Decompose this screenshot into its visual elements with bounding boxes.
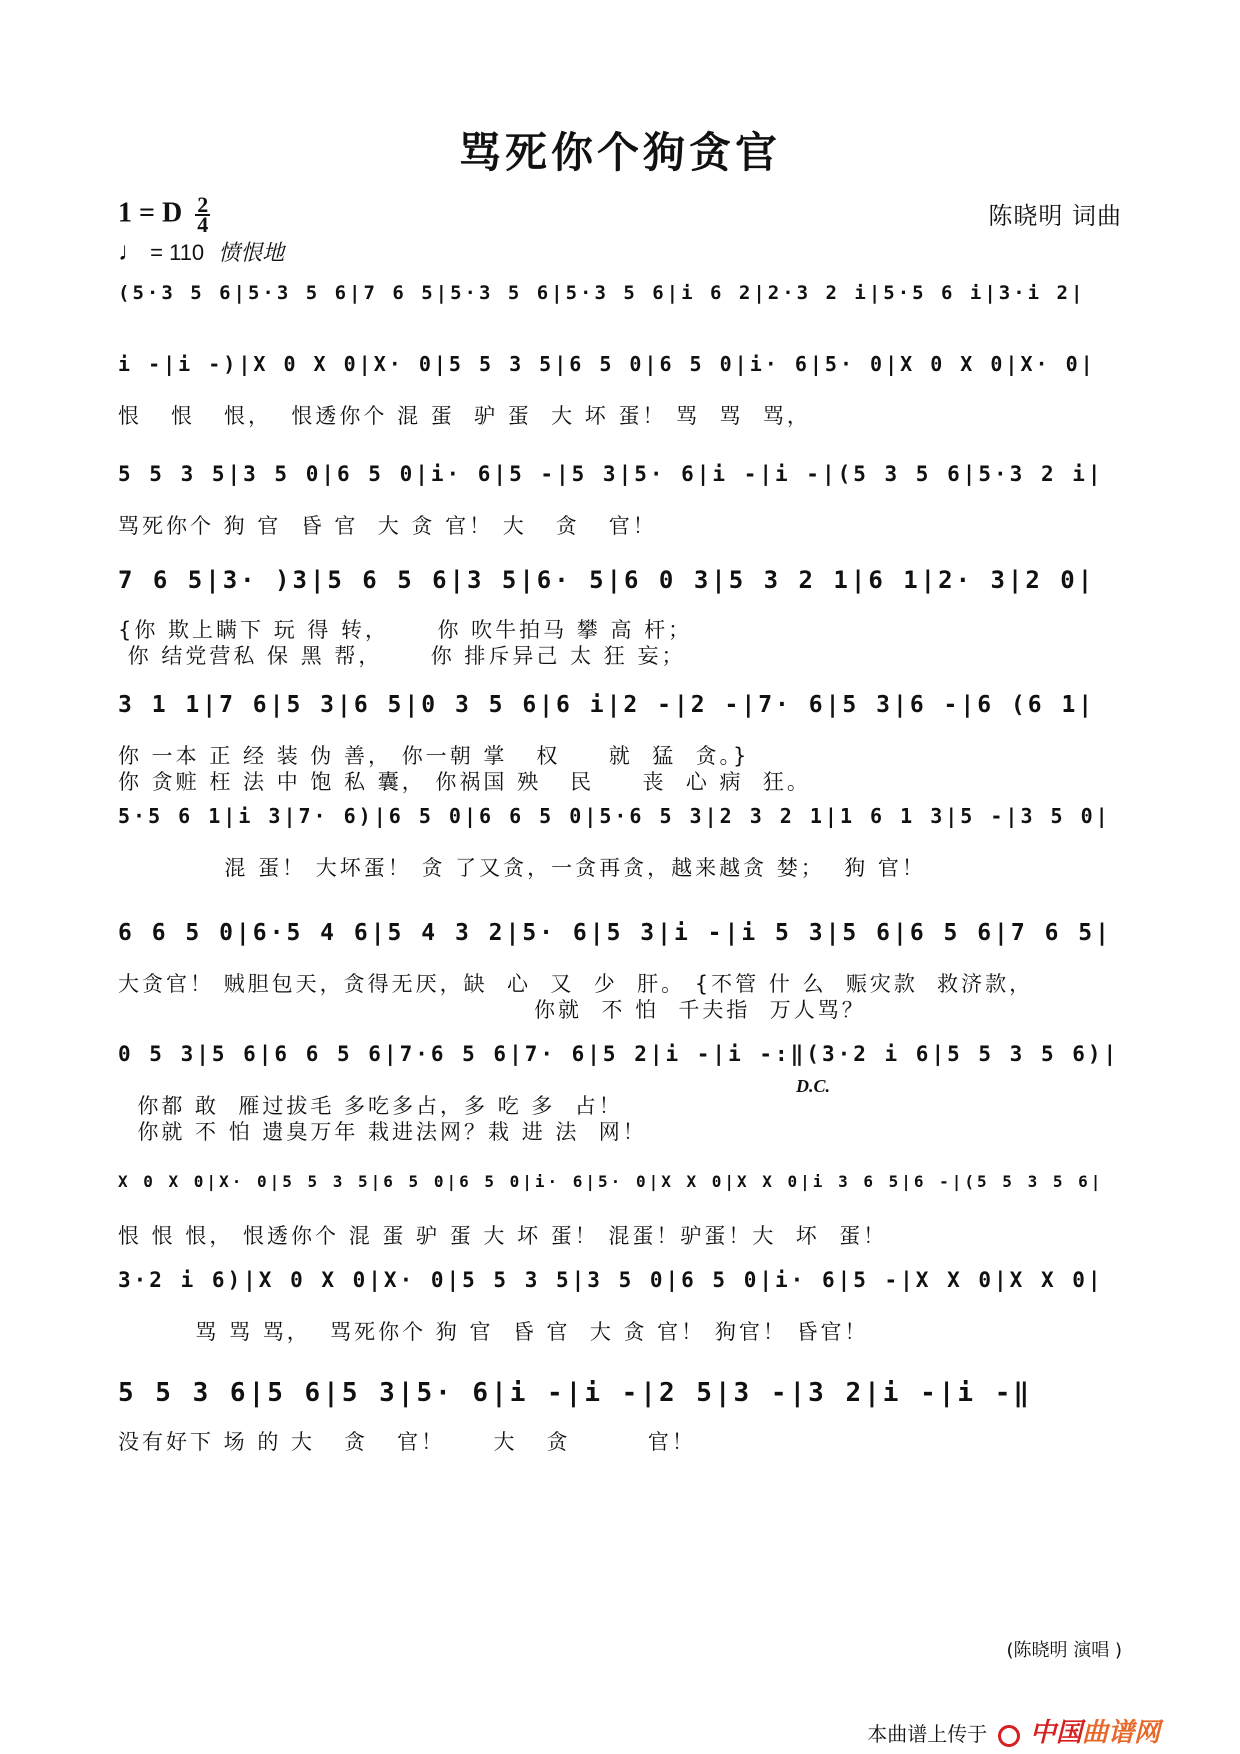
- lyric-row: 你 结党营私 保 黑 帮， 你 排斥异己 太 狂 妄；: [118, 644, 686, 668]
- time-bottom: 4: [197, 212, 209, 237]
- lyric-row: 骂 骂 骂， 骂死你个 狗 官 昏 官 大 贪 官！ 狗官！ 昏官！: [118, 1320, 869, 1344]
- quarter-note-icon: ♩: [118, 236, 144, 266]
- key-label: 1 = D: [118, 197, 183, 229]
- notation-row: i -|i -)|X 0 X 0|X· 0|5 5 3 5|6 5 0|6 5 0|i· 6|5· 0|X 0 X 0|X· 0|: [118, 352, 1096, 376]
- score-line: [118, 462, 1122, 572]
- notation-row: X 0 X 0|X· 0|5 5 3 5|6 5 0|6 5 0|i· 6|5· 0|X X 0|X X 0|i 3 6 5|6 -|(5 5 3 5 6|: [118, 1172, 1104, 1191]
- notation-row: 7 6 5|3· )3|5 6 5 6|3 5|6· 5|6 0 3|5 3 2 1|6 1|2· 3|2 0|: [118, 566, 1096, 594]
- tempo-bpm: = 110: [150, 240, 205, 265]
- lyric-row: 你就 不 怕 千夫指 万人骂？: [118, 998, 866, 1022]
- footer-prefix: 本曲谱上传于: [867, 1722, 988, 1746]
- score-line: [118, 692, 1122, 802]
- lyric-row: 你就 不 怕 遗臭万年 栽进法网？栽 进 法 网！: [118, 1120, 647, 1144]
- tempo-mood: 愤恨地: [218, 240, 285, 265]
- notation-row: 5 5 3 5|3 5 0|6 5 0|i· 6|5 -|5 3|5· 6|i -|i -|(5 3 5 6|5·3 2 i|: [118, 462, 1104, 486]
- score-line: [118, 804, 1122, 914]
- notation-row: 6 6 5 0|6·5 4 6|5 4 3 2|5· 6|5 3|i -|i 5 3|5 6|6 5 6|7 6 5|: [118, 920, 1112, 946]
- notation-row: 3·2 i 6)|X 0 X 0|X· 0|5 5 3 5|3 5 0|6 5 0|i· 6|5 -|X X 0|X X 0|: [118, 1268, 1104, 1292]
- lyric-row: 没有好下 场 的 大 贪 官！ 大 贪 官！: [118, 1430, 696, 1454]
- score-line: [118, 1268, 1122, 1378]
- score-line: [118, 1378, 1122, 1488]
- time-top: 2: [197, 192, 209, 217]
- singer-credit: (陈晓明 演唱 ): [1006, 1640, 1122, 1661]
- dc-marking: D.C.: [796, 1076, 831, 1096]
- lyric-row: 骂死你个 狗 官 昏 官 大 贪 官！ 大 贪 官！: [118, 514, 657, 538]
- lyric-row: 恨 恨 恨， 恨透你个 混 蛋 驴 蛋 大 坏 蛋！ 骂 骂 骂，: [118, 404, 811, 428]
- composer-credit: 陈晓明 词曲: [988, 202, 1122, 230]
- notation-row: 5 5 3 6|5 6|5 3|5· 6|i -|i -|2 5|3 -|3 2|i -|i -‖: [118, 1378, 1033, 1408]
- time-signature: [195, 192, 210, 237]
- score-line: [118, 1042, 1122, 1152]
- lyric-row: 大贪官！ 贼胆包天，贪得无厌，缺 心 又 少 肝。 {不管 什 么 赈灾款 救济款，: [118, 972, 1034, 996]
- upload-footer: [867, 1712, 1160, 1749]
- score-line: [118, 352, 1122, 462]
- lyric-row: 你 一本 正 经 装 伪 善， 你一朝 掌 权 就 猛 贪。}: [118, 744, 750, 768]
- notation-row: 3 1 1|7 6|5 3|6 5|0 3 5 6|6 i|2 -|2 -|7· 6|5 3|6 -|6 (6 1|: [118, 692, 1096, 718]
- lyric-row: 你都 敢 雁过拔毛 多吃多占，多 吃 多 占！: [118, 1094, 623, 1118]
- lyric-row: 你 贪赃 枉 法 中 饱 私 囊， 你祸国 殃 民 丧 心 病 狂。: [118, 770, 811, 794]
- notation-row: 0 5 3|5 6|6 6 5 6|7·6 5 6|7· 6|5 2|i -|i -:‖(3·2 i 6|5 5 3 5 6)|: [118, 1042, 1120, 1066]
- site-brand[interactable]: 中国曲谱网: [1029, 1718, 1160, 1748]
- key-signature: [118, 192, 210, 237]
- tempo-marking: [118, 236, 284, 267]
- notation-row: (5·3 5 6|5·3 5 6|7 6 5|5·3 5 6|5·3 5 6|i 6 2|2·3 2 i|5·5 6 i|3·i 2|: [118, 282, 1086, 304]
- site-logo-icon: [998, 1725, 1020, 1747]
- score-line: [118, 920, 1122, 1030]
- score-line: [118, 1172, 1122, 1282]
- score-line: [118, 566, 1122, 676]
- notation-row: 5·5 6 1|i 3|7· 6)|6 5 0|6 6 5 0|5·6 5 3|2 3 2 1|1 6 1 3|5 -|3 5 0|: [118, 804, 1111, 828]
- song-title: 骂死你个狗贪官: [458, 128, 781, 177]
- lyric-row: 恨 恨 恨， 恨透你个 混 蛋 驴 蛋 大 坏 蛋！ 混蛋！驴蛋！大 坏 蛋！: [118, 1224, 888, 1248]
- lyric-row: {你 欺上瞒下 玩 得 转， 你 吹牛拍马 攀 高 杆；: [118, 618, 693, 642]
- lyric-row: 混 蛋！ 大坏蛋！ 贪 了又贪，一贪再贪，越来越贪 婪； 狗 官！: [118, 856, 926, 880]
